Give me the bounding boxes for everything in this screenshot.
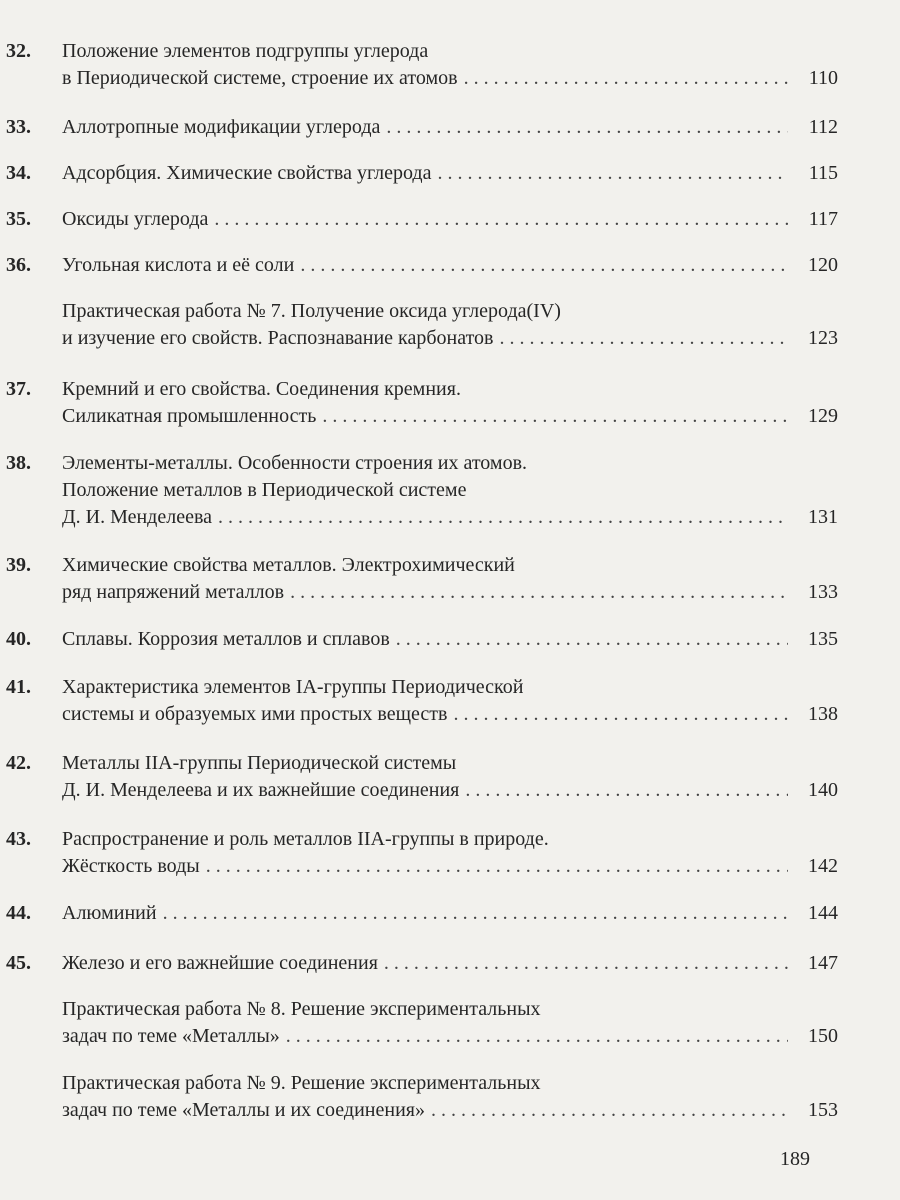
entry-title: Сплавы. Коррозия металлов и сплавов [62,628,390,650]
entry-page: 123 [808,327,838,349]
entry-title: Практическая работа № 7. Получение оксида углерода(IV) [62,300,561,322]
entry-title: Оксиды углерода [62,208,209,230]
entry-number: 36. [6,254,31,276]
entry-line [62,67,838,95]
dot-leader [300,254,788,277]
entry-line [62,554,838,582]
entry-page: 142 [808,855,838,877]
dot-leader [214,208,788,231]
entry-line [62,752,838,780]
entry-line [62,162,838,190]
entry-page: 129 [808,405,838,427]
entry-line [62,378,838,406]
entry-page: 135 [808,628,838,650]
entry-title: задач по теме «Металлы» [62,1025,280,1047]
entry-line [62,855,838,883]
entry-line [62,952,838,980]
entry-page: 133 [808,581,838,603]
entry-number: 43. [6,828,31,850]
entry-title: Жёсткость воды [62,855,200,877]
entry-line [62,676,838,704]
entry-number: 39. [6,554,31,576]
entry-number: 34. [6,162,31,184]
entry-line [62,40,838,68]
entry-title: Д. И. Менделеева [62,506,213,528]
entry-number: 38. [6,452,31,474]
entry-number: 40. [6,628,31,650]
entry-number: 45. [6,952,31,974]
entry-number: 35. [6,208,31,230]
entry-title: Адсорбция. Химические свойства углерода [62,162,432,184]
entry-page: 115 [808,162,838,184]
dot-leader [286,1025,788,1048]
dot-leader [206,855,788,878]
entry-number: 33. [6,116,31,138]
entry-page: 140 [808,779,838,801]
entry-title: Распространение и роль металлов IIA-группы в природе. [62,828,549,850]
dot-leader [386,116,788,139]
entry-line [62,327,838,355]
dot-leader [465,779,788,802]
entry-page: 144 [808,902,838,924]
entry-title: Характеристика элементов IA-группы Периодической [62,676,524,698]
entry-page: 131 [808,506,838,528]
page-number: 189 [780,1148,810,1170]
dot-leader [453,703,788,726]
entry-line [62,902,838,930]
entry-number: 44. [6,902,31,924]
entry-line [62,998,838,1026]
entry-title: Химические свойства металлов. Электрохимический [62,554,515,576]
entry-title: Д. И. Менделеева и их важнейшие соединения [62,779,460,801]
entry-number: 42. [6,752,31,774]
entry-line [62,628,838,656]
entry-line [62,405,838,433]
entry-title: Кремний и его свойства. Соединения кремния. [62,378,461,400]
dot-leader [464,67,788,90]
entry-line [62,1099,838,1127]
entry-number: 41. [6,676,31,698]
entry-line [62,479,838,507]
entry-number: 37. [6,378,31,400]
dot-leader [431,1099,788,1122]
dot-leader [322,405,788,428]
entry-number: 32. [6,40,31,62]
dot-leader [396,628,788,651]
entry-page: 150 [808,1025,838,1047]
entry-line [62,208,838,236]
entry-title: Угольная кислота и её соли [62,254,295,276]
entry-title: Практическая работа № 9. Решение экспериментальных [62,1072,541,1094]
entry-title: ряд напряжений металлов [62,581,285,603]
entry-line [62,506,838,534]
entry-page: 138 [808,703,838,725]
dot-leader [499,327,788,350]
entry-title: Положение металлов в Периодической системе [62,479,467,501]
entry-line [62,300,838,328]
entry-line [62,254,838,282]
entry-title: задач по теме «Металлы и их соединения» [62,1099,425,1121]
dot-leader [163,902,788,925]
entry-title: Практическая работа № 8. Решение экспериментальных [62,998,541,1020]
entry-title: и изучение его свойств. Распознавание карбонатов [62,327,494,349]
entry-title: в Периодической системе, строение их атомов [62,67,458,89]
entry-line [62,452,838,480]
entry-page: 112 [808,116,838,138]
entry-title: Силикатная промышленность [62,405,317,427]
entry-title: Железо и его важнейшие соединения [62,952,378,974]
dot-leader [218,506,788,529]
entry-line [62,779,838,807]
entry-page: 147 [808,952,838,974]
entry-page: 110 [808,67,838,89]
dot-leader [437,162,788,185]
entry-line [62,828,838,856]
entry-page: 153 [808,1099,838,1121]
entry-title: Алюминий [62,902,157,924]
entry-line [62,581,838,609]
entry-line [62,703,838,731]
dot-leader [384,952,788,975]
entry-line [62,1025,838,1053]
entry-title: системы и образуемых ими простых веществ [62,703,448,725]
entry-page: 117 [808,208,838,230]
entry-title: Элементы-металлы. Особенности строения их атомов. [62,452,528,474]
entry-line [62,116,838,144]
entry-line [62,1072,838,1100]
dot-leader [290,581,788,604]
entry-title: Металлы IIA-группы Периодической системы [62,752,457,774]
entry-page: 120 [808,254,838,276]
entry-title: Положение элементов подгруппы углерода [62,40,429,62]
entry-title: Аллотропные модификации углерода [62,116,381,138]
